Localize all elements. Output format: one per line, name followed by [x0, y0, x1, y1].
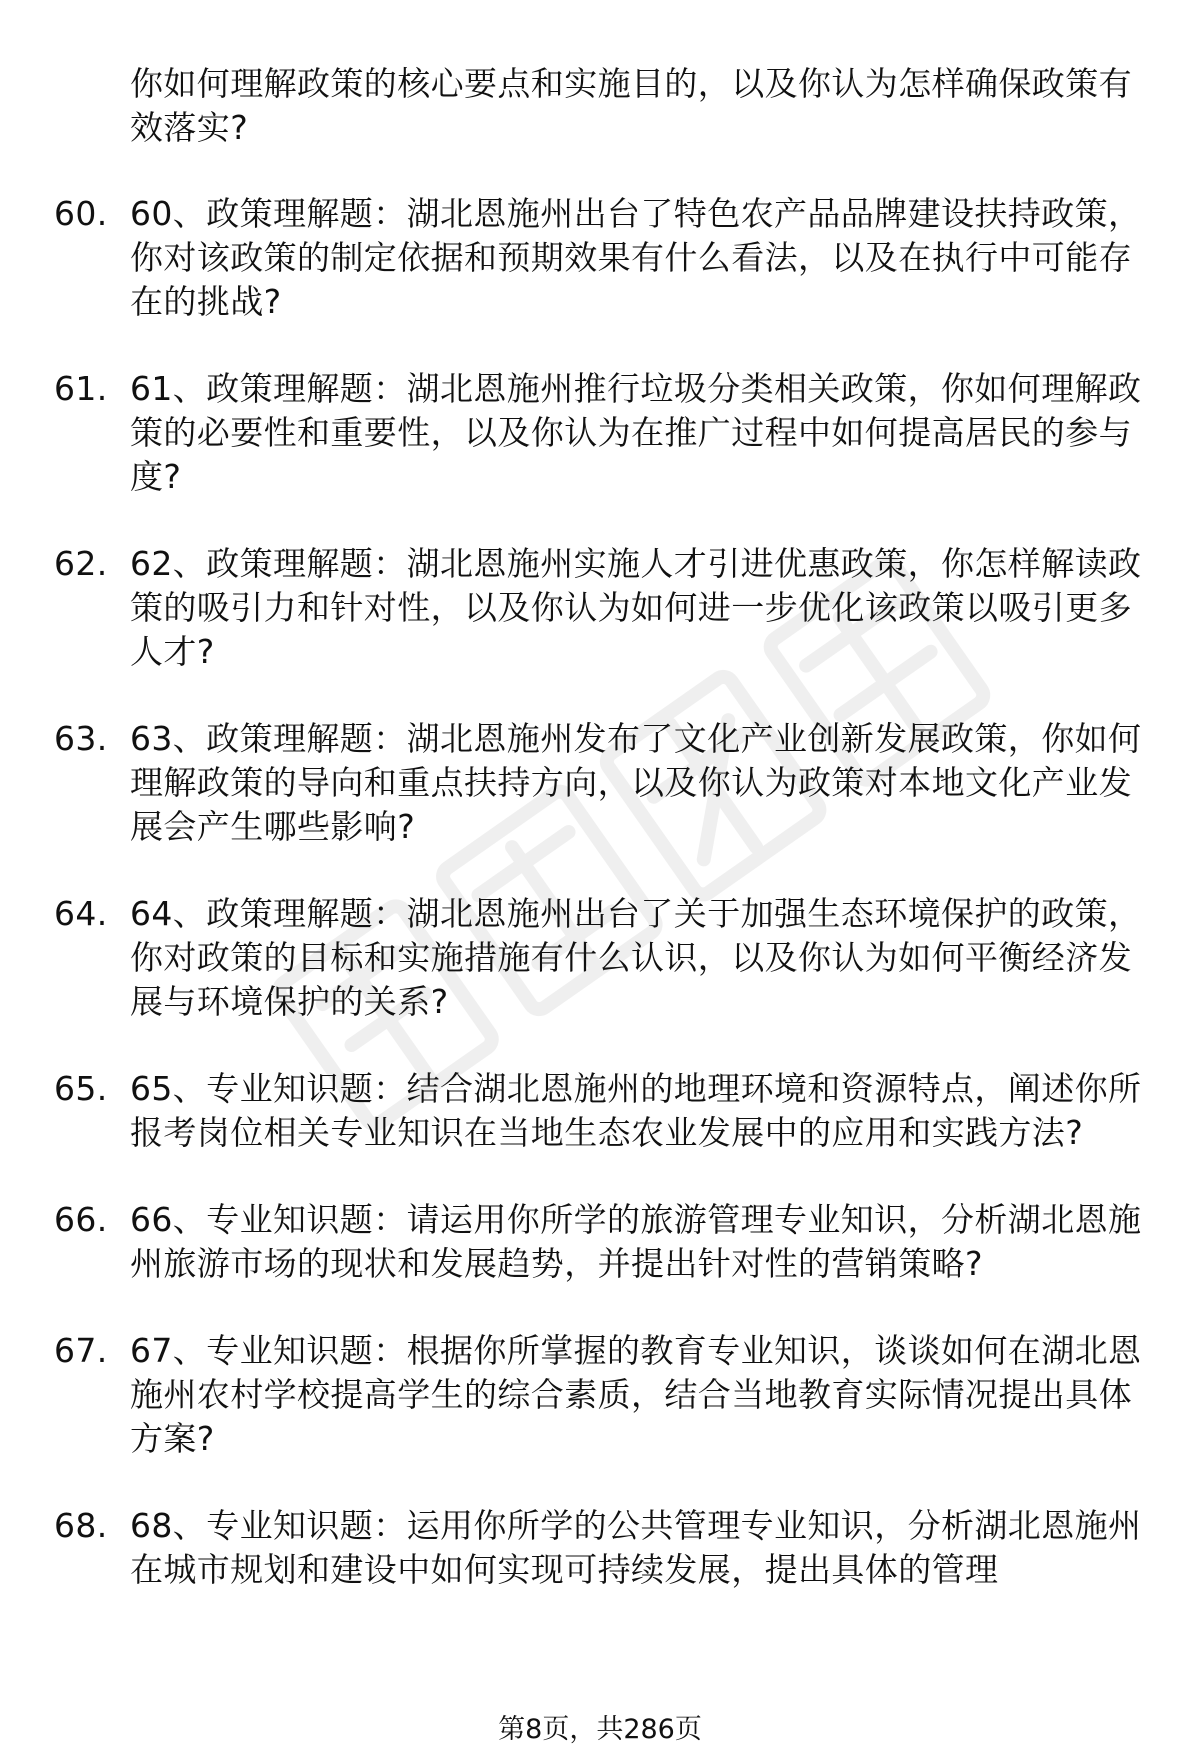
list-item-text: 61、政策理解题：湖北恩施州推行垃圾分类相关政策，你如何理解政策的必要性和重要性，以及你认为在推广过程中如何提高居民的参与度? — [130, 369, 1142, 496]
list-item-number: 67. — [54, 1331, 108, 1370]
list-item-text: 64、政策理解题：湖北恩施州出台了关于加强生态环境保护的政策，你对政策的目标和实施措施有什么认识，以及你认为如何平衡经济发展与环境保护的关系? — [130, 894, 1142, 1021]
list-item — [0, 1329, 1150, 1461]
page-footer: 第8页，共286页 — [498, 1714, 702, 1745]
list-item-number: 65. — [54, 1069, 108, 1108]
items-container — [0, 192, 1200, 1592]
list-item — [0, 1504, 1150, 1592]
list-item-number: 68. — [54, 1506, 108, 1545]
list-item-number: 64. — [54, 894, 108, 933]
list-item — [0, 1198, 1150, 1286]
list-item-text: 66、专业知识题：请运用你所学的旅游管理专业知识，分析湖北恩施州旅游市场的现状和发展趋势，并提出针对性的营销策略? — [130, 1200, 1142, 1283]
list-item-text: 62、政策理解题：湖北恩施州实施人才引进优惠政策，你怎样解读政策的吸引力和针对性，以及你认为如何进一步优化该政策以吸引更多人才? — [130, 544, 1142, 671]
list-item-text: 67、专业知识题：根据你所掌握的教育专业知识，谈谈如何在湖北恩施州农村学校提高学生的综合素质，结合当地教育实际情况提出具体方案? — [130, 1331, 1142, 1458]
list-item-text: 63、政策理解题：湖北恩施州发布了文化产业创新发展政策，你如何理解政策的导向和重点扶持方向，以及你认为政策对本地文化产业发展会产生哪些影响? — [130, 719, 1142, 846]
intro-paragraph: 你如何理解政策的核心要点和实施目的，以及你认为怎样确保政策有效落实? — [130, 64, 1132, 147]
list-item — [0, 892, 1150, 1024]
list-item — [0, 192, 1150, 324]
list-item-number: 61. — [54, 369, 108, 408]
list-item-text: 65、专业知识题：结合湖北恩施州的地理环境和资源特点，阐述你所报考岗位相关专业知识在当地生态农业发展中的应用和实践方法? — [130, 1069, 1142, 1152]
list-item — [0, 542, 1150, 674]
list-item-number: 62. — [54, 544, 108, 583]
list-item-number: 63. — [54, 719, 108, 758]
list-item-text: 68、专业知识题：运用你所学的公共管理专业知识，分析湖北恩施州在城市规划和建设中如何实现可持续发展，提出具体的管理 — [130, 1506, 1142, 1589]
list-item-number: 60. — [54, 194, 108, 233]
list-item — [0, 367, 1150, 499]
list-item-number: 66. — [54, 1200, 108, 1239]
list-item — [0, 1067, 1150, 1155]
list-item — [0, 717, 1150, 849]
list-item-text: 60、政策理解题：湖北恩施州出台了特色农产品品牌建设扶持政策，你对该政策的制定依据和预期效果有什么看法，以及在执行中可能存在的挑战? — [130, 194, 1142, 321]
question-list — [0, 62, 1200, 1635]
